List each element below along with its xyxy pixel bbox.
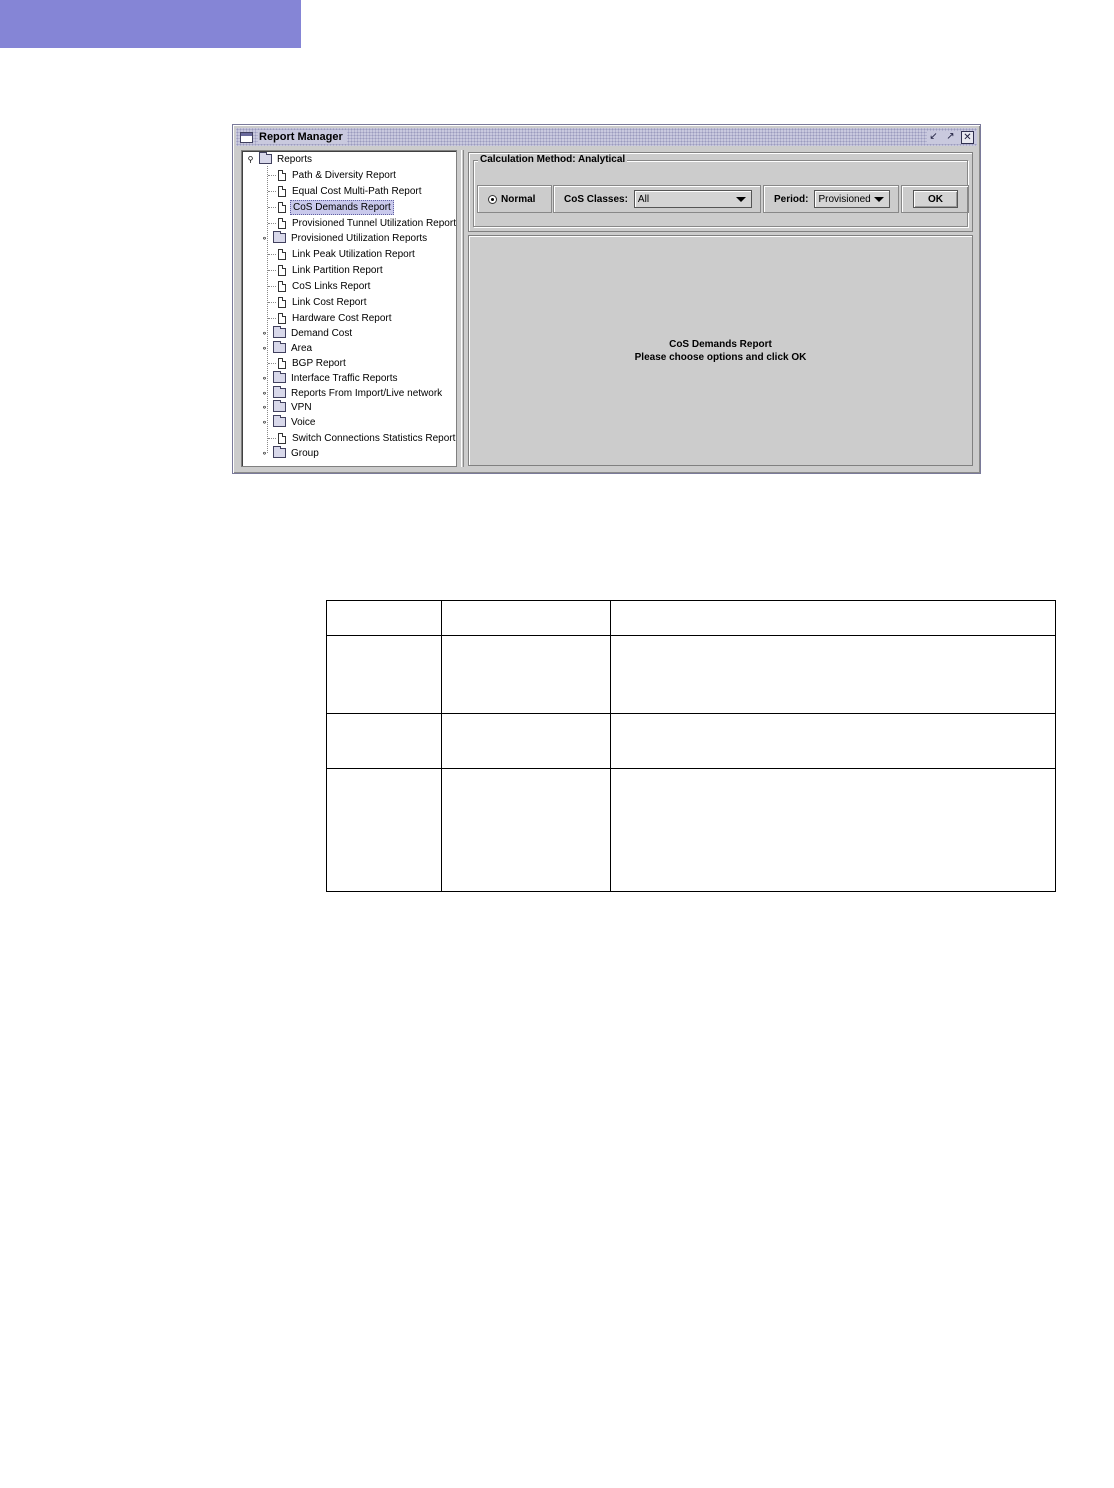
document-icon <box>278 313 286 324</box>
window-controls <box>927 131 977 144</box>
maximize-icon[interactable]: ↗ <box>946 130 955 142</box>
tree-root-label: Reports <box>277 153 313 165</box>
report-tree[interactable] <box>241 150 457 467</box>
cos-classes-box <box>553 185 761 213</box>
tree-item-ecmp[interactable] <box>268 184 424 198</box>
tree-item-label: Interface Traffic Reports <box>291 372 398 384</box>
table-cell <box>611 601 1056 636</box>
tree-item-label: BGP Report <box>292 357 346 369</box>
window-icon <box>240 132 253 143</box>
tree-item-tunnel-utilization[interactable] <box>268 216 457 230</box>
document-icon <box>278 249 286 260</box>
table-cell <box>442 714 611 769</box>
tree-folder-import-live[interactable] <box>260 386 444 400</box>
folder-icon <box>273 373 286 383</box>
table-row <box>327 769 1056 892</box>
minimize-icon[interactable]: ↙ <box>929 130 938 142</box>
tree-item-label: Path & Diversity Report <box>292 169 396 181</box>
tree-item-hardware-cost[interactable] <box>268 311 393 325</box>
pane-splitter[interactable] <box>461 150 464 467</box>
calc-method-legend: Calculation Method: Analytical <box>480 154 626 165</box>
collapse-handle-icon[interactable]: ⚲ <box>247 154 254 164</box>
tree-item-bgp[interactable] <box>268 356 348 370</box>
expand-handle-icon[interactable]: ⚬ <box>261 328 268 338</box>
report-title: CoS Demands Report <box>669 339 772 350</box>
folder-icon <box>273 328 286 338</box>
document-icon <box>278 265 286 276</box>
document-icon <box>278 433 286 444</box>
period-select[interactable] <box>814 190 890 208</box>
window-title: Report Manager <box>258 130 347 144</box>
tree-item-path-diversity[interactable] <box>268 168 398 182</box>
tree-item-label: Equal Cost Multi-Path Report <box>292 185 422 197</box>
tree-folder-area[interactable] <box>260 341 314 355</box>
ok-box <box>901 185 969 213</box>
tree-item-label-selected: CoS Demands Report <box>290 200 394 215</box>
calc-method-group <box>473 154 968 227</box>
tree-folder-voice[interactable] <box>260 415 317 429</box>
tree-item-cos-links[interactable] <box>268 279 372 293</box>
expand-handle-icon[interactable]: ⚬ <box>261 402 268 412</box>
table-header-row <box>327 601 1056 636</box>
title-bar[interactable] <box>236 128 977 146</box>
tree-item-label: Demand Cost <box>291 327 353 339</box>
header-band <box>0 0 301 48</box>
document-icon <box>278 170 286 181</box>
tree-item-switch-connections[interactable] <box>268 431 457 445</box>
document-icon <box>278 297 286 308</box>
document-icon <box>278 186 286 197</box>
document-icon <box>278 218 286 229</box>
tree-item-label: Switch Connections Statistics Report <box>292 432 456 444</box>
tree-item-label: Provisioned Utilization Reports <box>291 232 428 244</box>
tree-folder-group[interactable] <box>260 446 321 460</box>
options-panel <box>468 152 973 232</box>
ok-button[interactable]: OK <box>913 190 958 208</box>
table-cell <box>327 601 442 636</box>
report-content-pane <box>466 150 975 467</box>
folder-icon <box>273 388 286 398</box>
expand-handle-icon[interactable]: ⚬ <box>261 233 268 243</box>
tree-folder-demand-cost[interactable] <box>260 326 354 340</box>
tree-folder-provisioned-utilization[interactable] <box>260 231 429 245</box>
table-cell <box>327 714 442 769</box>
tree-item-label: Provisioned Tunnel Utilization Report <box>292 217 456 229</box>
cos-classes-value: All <box>637 193 650 205</box>
table-cell <box>611 769 1056 892</box>
period-value: Provisioned <box>818 193 871 205</box>
document-table <box>326 600 1056 892</box>
expand-handle-icon[interactable]: ⚬ <box>261 373 268 383</box>
tree-item-label: Voice <box>291 416 316 428</box>
table-cell <box>442 601 611 636</box>
table-cell <box>442 769 611 892</box>
report-output-area <box>468 235 973 466</box>
table-cell <box>611 636 1056 714</box>
folder-open-icon <box>259 154 272 164</box>
tree-item-label: Group <box>291 447 319 459</box>
cos-classes-select[interactable] <box>634 190 752 208</box>
table-cell <box>442 636 611 714</box>
tree-item-label: CoS Links Report <box>292 280 371 292</box>
dropdown-arrow-icon <box>874 197 884 202</box>
tree-item-label: VPN <box>291 401 312 413</box>
dropdown-arrow-icon <box>736 197 746 202</box>
tree-item-label: Link Partition Report <box>292 264 383 276</box>
table-cell <box>327 636 442 714</box>
folder-icon <box>273 343 286 353</box>
folder-icon <box>273 417 286 427</box>
period-label: Period: <box>774 193 809 205</box>
report-instruction: Please choose options and click OK <box>634 352 807 363</box>
period-box <box>763 185 899 213</box>
tree-item-link-peak[interactable] <box>268 247 417 261</box>
close-icon[interactable]: ✕ <box>961 131 974 144</box>
normal-radio[interactable] <box>488 195 497 204</box>
report-manager-window <box>232 124 981 474</box>
normal-option-box <box>477 185 552 213</box>
tree-item-link-cost[interactable] <box>268 295 368 309</box>
tree-folder-vpn[interactable] <box>260 400 314 414</box>
tree-item-link-partition[interactable] <box>268 263 385 277</box>
folder-icon <box>273 448 286 458</box>
tree-item-cos-demands[interactable] <box>268 200 394 214</box>
expand-handle-icon[interactable]: ⚬ <box>261 448 268 458</box>
tree-item-label: Link Cost Report <box>292 296 367 308</box>
normal-radio-label: Normal <box>501 193 536 205</box>
document-icon <box>278 358 286 369</box>
folder-icon <box>273 233 286 243</box>
tree-item-label: Area <box>291 342 313 354</box>
tree-root[interactable] <box>246 152 314 166</box>
tree-item-label: Reports From Import/Live network <box>291 387 443 399</box>
expand-handle-icon[interactable]: ⚬ <box>261 388 268 398</box>
document-icon <box>278 281 286 292</box>
table-cell <box>611 714 1056 769</box>
table-cell <box>327 769 442 892</box>
tree-folder-interface-traffic[interactable] <box>260 371 400 385</box>
report-message <box>469 338 972 364</box>
expand-handle-icon[interactable]: ⚬ <box>261 343 268 353</box>
expand-handle-icon[interactable]: ⚬ <box>261 417 268 427</box>
table-row <box>327 714 1056 769</box>
tree-item-label: Link Peak Utilization Report <box>292 248 415 260</box>
table-row <box>327 636 1056 714</box>
tree-item-label: Hardware Cost Report <box>292 312 392 324</box>
folder-icon <box>273 402 286 412</box>
cos-classes-label: CoS Classes: <box>564 193 628 205</box>
document-icon <box>278 202 286 213</box>
